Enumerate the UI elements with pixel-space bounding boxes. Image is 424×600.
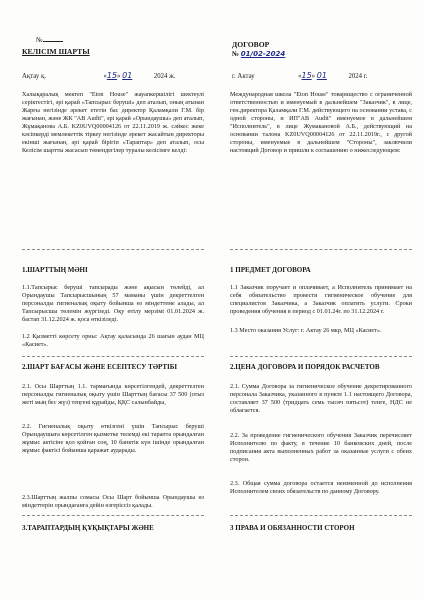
right-number-line: № 01/02-2024 [232, 50, 286, 58]
left-rule-3 [22, 515, 204, 516]
right-date-year: 2024 г. [348, 73, 368, 80]
left-date-year: 2024 ж. [153, 73, 176, 80]
left-intro: Халықаралық мектеп "Eton House" жауапкершілігі шектеулі серіктестігі, әрі қарай «Тапсырыс беруші» деп аталып, оның атынан Жарғы негізінде әрекет ететін бас директор Қаламқали Г.М. бір жағынан, және ЖК "АВ Audit", әрі қарай «Орындаушы» деп аталып, Жұмақанова А.Б. KZ0UVQ00004126 от 22.11.2019 ж. сәйкес жеке кәсіпкерді мемлекеттік тіркеу негізінде әрекет жасайтын директоры екінші жағынан, әрі қарай бірігіп «Тараптар» деп аталып, осы Келісім шартты жасасып төмендегілер туралы келісімге келді: [22, 91, 204, 154]
right-section-1: 1 ПРЕДМЕТ ДОГОВОРА [230, 266, 311, 274]
left-date-line: Ақтау қ. «15» 01 2024 ж. [22, 71, 176, 80]
left-section-3: 3.ТАРАПТАРДЫҢ ҚҰҚЫҚТАРЫ ЖӘНЕ [22, 524, 154, 532]
right-rule-2 [230, 356, 412, 357]
right-date-month: 01 [316, 71, 327, 80]
left-date-day: 15 [106, 71, 118, 80]
left-p2-3: 2.3.Шарттың жалпы сомасы Осы Шарт бойынша Орындаушы өз міндеттерін орындағанға дейін өзгеріссіз қалады. [22, 494, 204, 509]
left-p1-2: 1.2 Қызметті көрсету орны: Ақтау қаласында 26 шағын аудан МЦ «Касиет». [22, 333, 204, 348]
left-p2-1: 2.1. Осы Шарттың 1.1. тармағында көрсетілгендей, декреттелген персоналды гигиеналық оқыту үшін Шарттың бағасы 37 500 (отыз жеті мың бес жүз) теңгені құрайды, ҚҚС салынбайды, [22, 383, 204, 406]
left-rule-1 [22, 249, 204, 250]
left-number-label: № [36, 36, 63, 44]
right-date-line: г. Актау «15» 01 2024 г. [232, 71, 368, 80]
right-title: ДОГОВОР [232, 40, 270, 49]
left-date-month: 01 [122, 71, 133, 80]
left-p2-2: 2.2. Гигиеналық оқыту өткізгені үшін Тапсырыс беруші Орындаушыға көрсетілген қызметке төлемді екі тарапта орындалған жұмыс актісіне қол қойған соң, 10 банктік күн ішінде орындалған жұмыс фактісі бойынша қаражат аударады. [22, 423, 204, 454]
left-section-2: 2.ШАРТ БАҒАСЫ ЖӘНЕ ЕСЕПТЕСУ ТӘРТІБІ [22, 363, 178, 371]
left-p1-1: 1.1.Тапсырыс беруші тапсырады және ақысын төлейді, ал Орындаушы Тапсырысшының 57 маманы үшін декреттелген персоналды гигиеналық оқыту бойынша өз міндеттеме алады, ал Тапсырысшы төлемін жүргізеді. Оқу өтілу мерзімі 01.01.2024 ж. бастап 31.12.2024 ж. қоса өткізіледі. [22, 284, 204, 323]
right-p2-1: 2.1. Сумма Договора за гигиеническое обучение декретированного персонала Заказчика, указанного в пункте 1.1 настоящего Договора, составляет 37 500 (тридцать семь тысяч пятьсот) тенге, НДС не облагается. [230, 383, 412, 414]
right-p2-2: 2.2. За проведение гигиенического обучения Заказчик перечисляет Исполнителю по факту, в течение 10 банковских дней, после подписания акта выполненных работ за оказанные услуги с обеих сторон. [230, 432, 412, 463]
right-rule-1 [230, 249, 412, 250]
right-date-day: 15 [301, 71, 312, 80]
right-p1-3: 1.3 Место оказания Услуг: г. Актау 26 мкр, МЦ «Касиет». [230, 327, 382, 334]
left-city: Ақтау қ. [22, 73, 47, 80]
left-section-1: 1.ШАРТТЫҢ МӘНІ [22, 266, 88, 274]
right-intro: Международная школа "Eton House" товарищество с ограниченной ответственностью и именуемый в дальнейшем "Заказчик", в лице, ген.директора Қаламқали Г.М. действующего на основании устава, с одной стороны, и ИП"АВ Audit" именуемое в дальнейшем "Исполнитель", в лице Жумакановой А.Б., действующий на основании талона KZ0UVQ00004126 от 22.11.2019г., с другой стороны, именуемые в дальнейшем "Стороны", заключили настоящий Договор и пришли к соглашению о нижеследующем: [230, 91, 412, 154]
right-rule-3 [230, 515, 412, 516]
right-section-2: 2.ЦЕНА ДОГОВОРА И ПОРЯДОК РАСЧЕТОВ [230, 363, 380, 371]
right-p1-1: 1.1 Заказчик поручает и оплачивает, а Исполнитель принимает на себя обязательство провести гигиеническое обучение для специалистов Заказчика, а Заказчик оплатить услуги. Сроки проведения обучения в период с 01.01.24г. по 31.12.2024 г. [230, 284, 412, 315]
right-section-3: 3 ПРАВА И ОБЯЗАННОСТИ СТОРОН [230, 524, 355, 532]
left-title: КЕЛІСІМ ШАРТЫ [22, 47, 90, 56]
right-p2-3: 2.3. Общая сумма договора остается неизменной до исполнения Исполнителем своих обязательств по данному Договору. [230, 480, 412, 495]
right-city: г. Актау [232, 73, 255, 80]
left-rule-2 [22, 356, 204, 357]
right-number-value: 01/02-2024 [240, 50, 286, 58]
